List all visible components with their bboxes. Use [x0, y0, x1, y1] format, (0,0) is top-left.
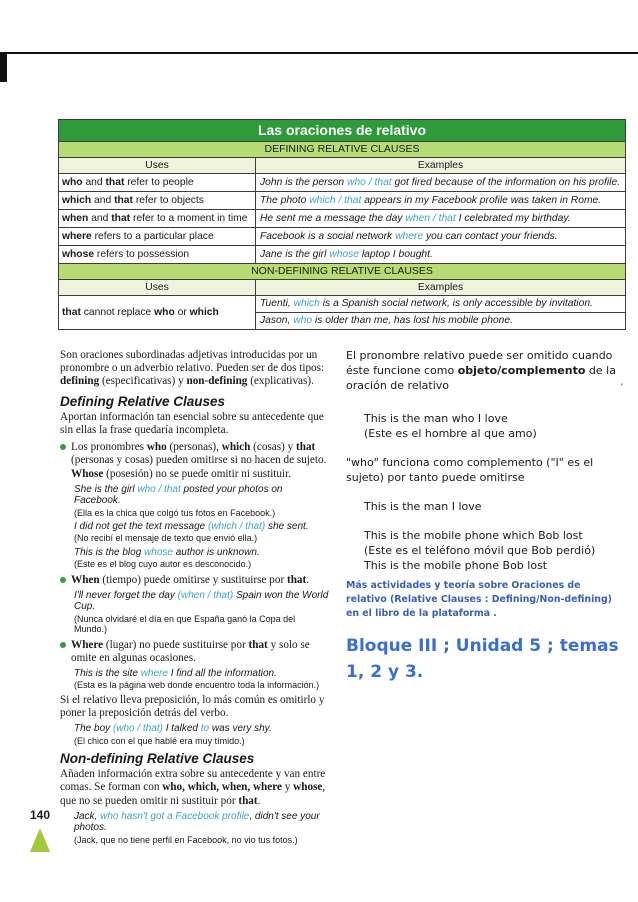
explanation-paragraph: "who" funciona como complemento ("I" es el sujeto) por tanto puede omitirse: [346, 456, 594, 484]
example-cell: Jane is the girl whose laptop I bought.: [260, 249, 433, 260]
page-number: 140: [30, 808, 51, 822]
nondefining-column-headers: [59, 279, 625, 295]
top-rule: [0, 52, 638, 54]
example-sentence: This is the mobile phone Bob lost: [364, 559, 548, 572]
stray-mark: ': [621, 382, 623, 392]
example-sentence: The boy (who / that) I talked to was very shy.: [74, 723, 272, 735]
example-sentence: This is the man who I love: [364, 412, 508, 425]
defining-intro: Aportan información tan esencial sobre su antecedente que sin ellas la frase quedaría incompleta.: [60, 410, 324, 437]
defining-column-headers: [59, 157, 625, 173]
example-translation: (Este es el teléfono móvil que Bob perdió): [364, 544, 596, 557]
example-sentence: This is the mobile phone which Bob lost: [364, 529, 583, 542]
left-margin-bar: [0, 52, 7, 82]
example-line: Jason, who is older than me, has lost his mobile phone.: [256, 312, 625, 329]
platform-note: Más actividades y teoría sobre Oraciones de relativo (Relative Clauses : Defining/Non-defining) en el libro de la plataforma .: [346, 580, 612, 619]
example-sentence: I'll never forget the day (when / that) Spain won the World Cup.: [74, 589, 329, 613]
example-cell: [256, 296, 625, 329]
table-row: [59, 209, 625, 227]
use-cell: who and that refer to people: [59, 174, 256, 191]
table-row: [59, 173, 625, 191]
example-translation: (Jack, que no tiene perfil en Facebook, no vio tus fotos.): [74, 834, 298, 845]
example-cell: The photo which / that appears in my Facebook profile was taken in Rome.: [260, 195, 602, 206]
table-row: [59, 191, 625, 209]
defining-header: DEFINING RELATIVE CLAUSES: [59, 141, 625, 157]
example-translation: (Esta es la página web donde encuentro toda la información.): [74, 680, 320, 691]
teacher-notes-column: [346, 348, 621, 685]
use-cell: which and that refer to objects: [59, 192, 256, 209]
relative-clauses-table: [58, 119, 626, 330]
example-sentence: She is the girl who / that posted your photos on Facebook.: [74, 483, 283, 507]
col-examples: Examples: [417, 160, 464, 171]
table-row: [59, 227, 625, 245]
example-translation: (Ella es la chica que colgó tus fotos en Facebook.): [74, 507, 276, 518]
bullet-dot-icon: [60, 444, 66, 450]
example-cell: He sent me a message the day when / that I celebrated my birthday.: [260, 213, 571, 224]
table-row: [59, 245, 625, 263]
col-uses: Uses: [59, 280, 256, 295]
grammar-explanation-column: [60, 349, 330, 845]
bullet-dot-icon: [60, 577, 66, 583]
example-cell: John is the person who / that got fired because of the information on his profile.: [260, 177, 621, 188]
nondefining-header: NON-DEFINING RELATIVE CLAUSES: [59, 263, 625, 279]
bullet-where: Where (lugar) no puede sustituirse por that y solo se omite en algunas ocasiones.: [60, 639, 330, 665]
example-translation: (El chico con el que hablé era muy tímido.): [74, 735, 245, 746]
example-translation: (Este es el blog cuyo autor es desconocido.): [74, 559, 252, 570]
example-translation: (No recibí el mensaje de texto que envió ella.): [74, 533, 258, 544]
intro-paragraph: Son oraciones subordinadas adjetivas introducidas por un pronombre o un adverbio relativo. Pueden ser de dos tipos: defining (especificativas) y non-defining (explicativas).: [60, 349, 325, 388]
unit-reference: Bloque III ; Unidad 5 ; temas 1, 2 y 3.: [346, 636, 619, 682]
example-sentence: I did not get the text message (which / that) she sent.: [74, 521, 309, 533]
example-sentence: This is the site where I find all the information.: [74, 667, 277, 679]
example-cell: Facebook is a social network where you can contact your friends.: [260, 231, 558, 242]
example-sentence: Jack, who hasn't got a Facebook profile, didn't see your photos.: [74, 810, 320, 834]
table-row: [59, 295, 625, 329]
col-uses: Uses: [59, 158, 256, 173]
heading-nondefining: Non-defining Relative Clauses: [60, 750, 255, 766]
use-cell: whose refers to possession: [59, 246, 256, 263]
bullet-dot-icon: [60, 642, 66, 648]
table-title: Las oraciones de relativo: [59, 120, 625, 141]
heading-defining: Defining Relative Clauses: [60, 393, 226, 409]
example-translation: (Este es el hombre al que amo): [364, 427, 537, 440]
nondefining-paragraph: Añaden información extra sobre su antecedente y van entre comas. Se forman con who, which, when, where y whose, que no se pueden omitir ni sustituir por that.: [60, 768, 326, 807]
bullet-pronouns: Los pronombres who (personas), which (cosas) y that (personas y cosas) pueden omitirse si no hacen de sujeto. Whose (posesión) no se puede omitir ni sustituir.: [60, 441, 330, 481]
col-examples: Examples: [417, 282, 464, 293]
use-cell: that cannot replace who or which: [59, 296, 256, 329]
omission-paragraph: El pronombre relativo puede ser omitido cuando éste funcione como objeto/complemento de la oración de relativo: [346, 349, 616, 392]
preposition-paragraph: Si el relativo lleva preposición, lo más común es omitirlo y poner la preposición detrás del verbo.: [60, 693, 325, 719]
example-sentence: This is the man I love: [364, 500, 482, 513]
example-translation: (Nunca olvidaré el día en que España ganó la Copa del Mundo.): [74, 613, 296, 635]
use-cell: when and that refer to a moment in time: [59, 210, 256, 227]
use-cell: where refers to a particular place: [59, 228, 256, 245]
example-line: Tuenti, which is a Spanish social network, is only accessible by invitation.: [260, 298, 593, 309]
bullet-when: When (tiempo) puede omitirse y sustituirse por that.: [60, 574, 330, 587]
triangle-icon: [30, 828, 50, 852]
example-sentence: This is the blog whose author is unknown.: [74, 546, 260, 558]
